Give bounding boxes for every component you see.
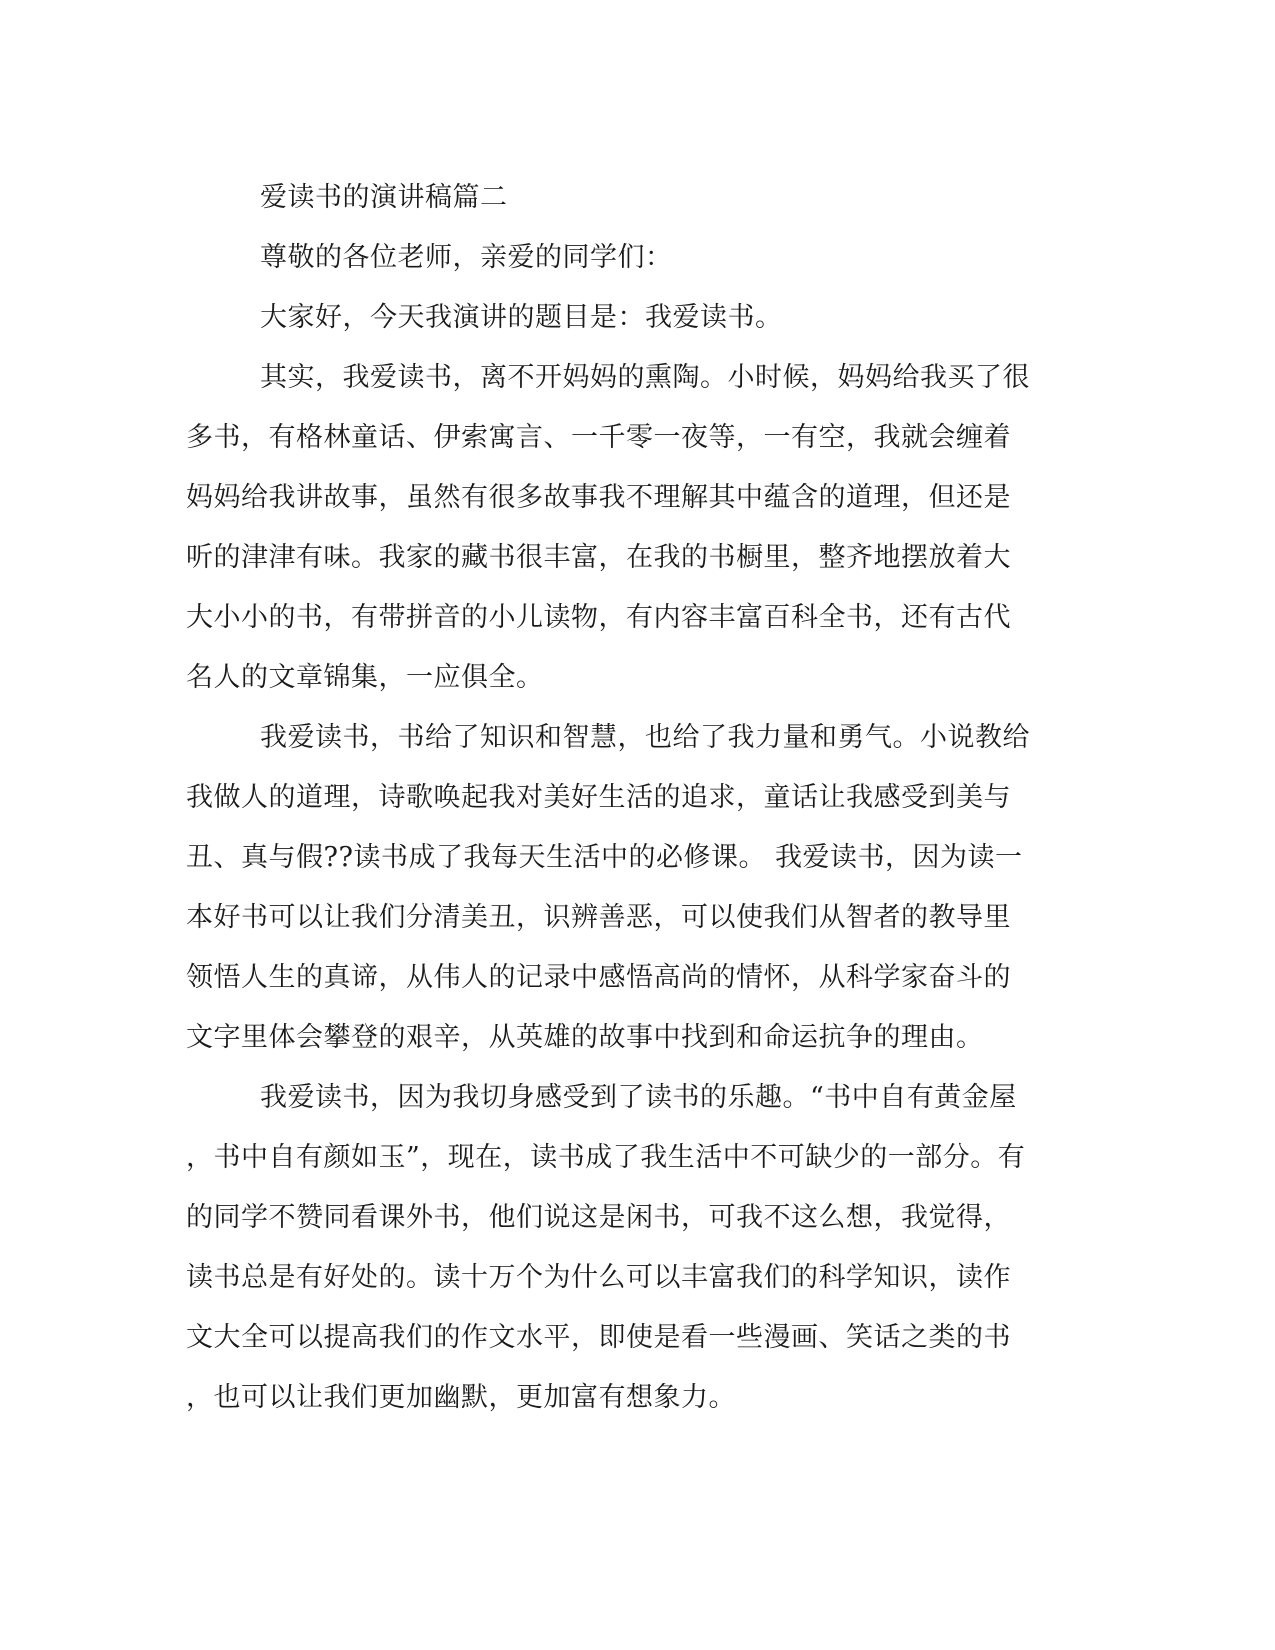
paragraph-line: 我爱读书，书给了知识和智慧，也给了我力量和勇气。小说教给: [260, 722, 1030, 753]
paragraph-line: ，书中自有颜如玉”，现在，读书成了我生活中不可缺少的一部分。有: [186, 1142, 1026, 1173]
paragraph-line: 名人的文章锦集，一应俱全。: [186, 662, 544, 693]
paragraph-line: 读书总是有好处的。读十万个为什么可以丰富我们的科学知识，读作: [186, 1262, 1011, 1293]
paragraph-2: [186, 708, 1066, 1068]
paragraph-line: 本好书可以让我们分清美丑，识辨善恶，可以使我们从智者的教导里: [186, 902, 1011, 933]
paragraph-line: 妈妈给我讲故事，虽然有很多故事我不理解其中蕴含的道理，但还是: [186, 482, 1011, 513]
paragraph-3: [186, 1068, 1066, 1428]
paragraph-line: 我爱读书，因为我切身感受到了读书的乐趣。“书中自有黄金屋: [260, 1082, 1017, 1113]
paragraph-line: 文大全可以提高我们的作文水平，即使是看一些漫画、笑话之类的书: [186, 1322, 1011, 1353]
paragraph-line: 丑、真与假??读书成了我每天生活中的必修课。 我爱读书，因为读一: [186, 842, 1023, 873]
salutation: 尊敬的各位老师，亲爱的同学们：: [260, 242, 673, 273]
greeting: 大家好，今天我演讲的题目是：我爱读书。: [260, 302, 783, 333]
document-title: 爱读书的演讲稿篇二: [260, 182, 508, 213]
paragraph-line: 听的津津有味。我家的藏书很丰富，在我的书橱里，整齐地摆放着大: [186, 542, 1011, 573]
paragraph-1: [186, 348, 1066, 708]
paragraph-line: 其实，我爱读书，离不开妈妈的熏陶。小时候，妈妈给我买了很: [260, 362, 1030, 393]
paragraph-line: 的同学不赞同看课外书，他们说这是闲书，可我不这么想，我觉得，: [186, 1202, 1011, 1233]
paragraph-line: 多书，有格林童话、伊索寓言、一千零一夜等，一有空，我就会缠着: [186, 422, 1011, 453]
paragraph-line: ，也可以让我们更加幽默，更加富有想象力。: [186, 1382, 736, 1413]
paragraph-line: 文字里体会攀登的艰辛，从英雄的故事中找到和命运抗争的理由。: [186, 1022, 984, 1053]
paragraph-line: 大小小的书，有带拼音的小儿读物，有内容丰富百科全书，还有古代: [186, 602, 1011, 633]
document-body: [186, 168, 1066, 1428]
paragraph-line: 我做人的道理，诗歌唤起我对美好生活的追求，童话让我感受到美与: [186, 782, 1011, 813]
paragraph-line: 领悟人生的真谛，从伟人的记录中感悟高尚的情怀，从科学家奋斗的: [186, 962, 1011, 993]
